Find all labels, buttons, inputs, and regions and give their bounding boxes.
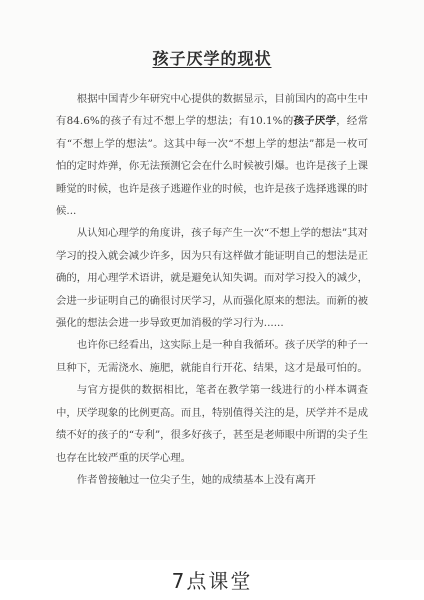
paragraph-5: 作者曾接触过一位尖子生，她的成绩基本上没有离开 <box>76 473 316 486</box>
footer-brand: 7点课堂 <box>171 569 253 593</box>
paragraph-1-bold-term: 孩子厌学 <box>293 115 337 128</box>
document-title: 孩子厌学的现状 <box>152 49 272 68</box>
paragraph-3: 也许你已经看出，这实际上是一种自我循环。孩子厌学的种子一旦种下，无需浇水、施肥，就能自行开花、结果，这才是最可怕的。 <box>56 339 368 374</box>
paragraph-2: 从认知心理学的角度讲，孩子每产生一次“不想上学的想法”其对学习的投入就会减少许多，因为只有这样做才能证明自己的想法是正确的，用心理学术语讲，就是避免认知失调。而对学习投入的减少，会进一步证明自己的确很讨厌学习，从而强化原来的想法。而新的被强化的想法会进一步导致更加消极的学习行为...... <box>56 227 368 330</box>
paragraph-4: 与官方提供的数据相比，笔者在教学第一线进行的小样本调查中，厌学现象的比例更高。而且，特别值得关注的是，厌学并不是成绩不好的孩子的“专利”，很多好孩子，甚至是老师眼中所谓的尖子生也存在比较严重的厌学心理。 <box>56 384 368 464</box>
paragraph-1-text-c: ，经常有“不想上学的想法”。这其中每一次“不想上学的想法”都是一枚可怕的定时炸弹，你无法预测它会在什么时候被引爆。也许是孩子上课睡觉的时候，也许是孩子逃避作业的时候，也许是孩子选择逃课的时候... <box>56 115 369 218</box>
paragraph-1 <box>56 88 368 222</box>
document-body <box>56 88 368 491</box>
paragraph-1-text-a: 根据中国青少年研究中心提供的数据显示，目前国内的高中生中有84.6%的孩子有过不想上学的想法；有10.1%的 <box>56 93 368 128</box>
